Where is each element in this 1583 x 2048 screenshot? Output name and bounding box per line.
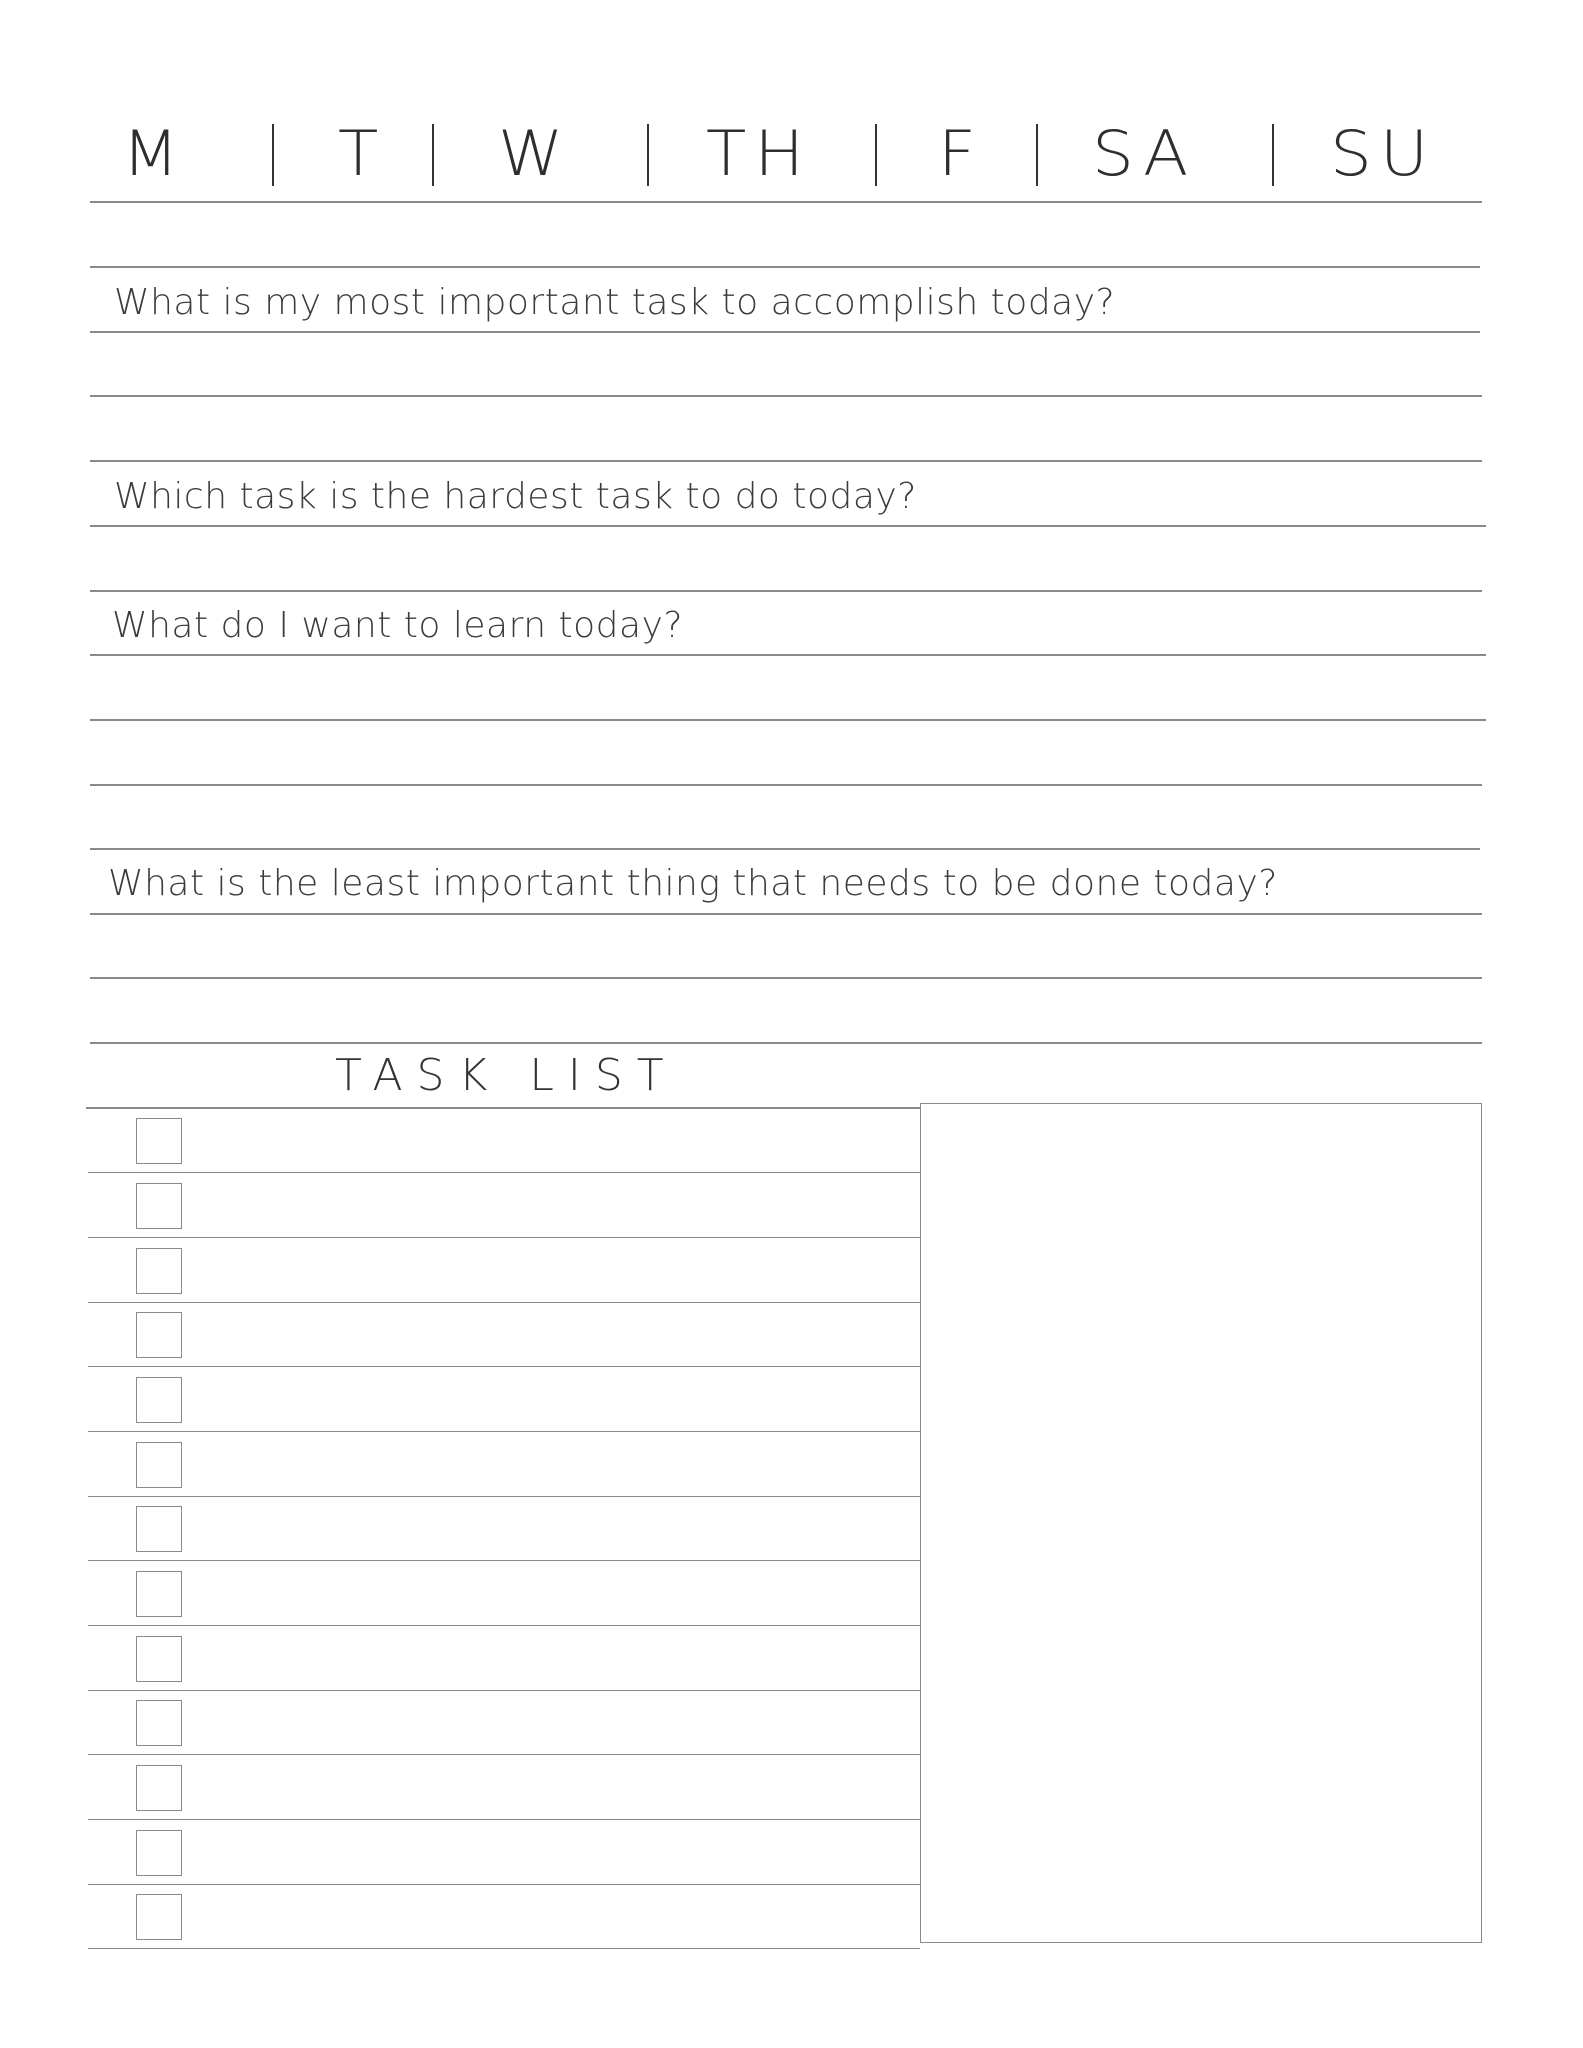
- checkbox[interactable]: [136, 1312, 182, 1358]
- day-saturday[interactable]: SA: [1092, 116, 1197, 191]
- writing-line[interactable]: [90, 784, 1482, 786]
- header-rule: [90, 201, 1482, 203]
- writing-line[interactable]: [90, 719, 1486, 721]
- day-wednesday[interactable]: W: [498, 116, 572, 191]
- checkbox[interactable]: [136, 1118, 182, 1164]
- checkbox[interactable]: [136, 1442, 182, 1488]
- checkbox[interactable]: [136, 1830, 182, 1876]
- writing-line[interactable]: [90, 331, 1480, 333]
- task-row[interactable]: [88, 1690, 920, 1755]
- day-separator: [647, 124, 649, 186]
- question-most-important-task: What is my most important task to accomplish today?: [114, 282, 1116, 323]
- task-row[interactable]: [88, 1367, 920, 1432]
- task-row[interactable]: [88, 1820, 920, 1885]
- day-separator: [272, 124, 274, 186]
- writing-line: [90, 525, 1486, 527]
- writing-line: [90, 913, 1482, 915]
- day-thursday[interactable]: TH: [706, 116, 812, 191]
- task-row[interactable]: [88, 1108, 920, 1173]
- question-hardest-task: Which task is the hardest task to do today?: [114, 476, 917, 517]
- day-separator: [1036, 124, 1038, 186]
- checkbox[interactable]: [136, 1894, 182, 1940]
- day-separator: [1272, 124, 1274, 186]
- writing-line[interactable]: [90, 460, 1482, 462]
- day-monday[interactable]: M: [122, 116, 187, 191]
- task-row[interactable]: [88, 1302, 920, 1367]
- checkbox[interactable]: [136, 1765, 182, 1811]
- task-row[interactable]: [88, 1496, 920, 1561]
- question-learn-today: What do I want to learn today?: [112, 605, 683, 646]
- checkbox[interactable]: [136, 1377, 182, 1423]
- task-row[interactable]: [88, 1884, 920, 1949]
- task-row[interactable]: [88, 1432, 920, 1497]
- checkbox[interactable]: [136, 1506, 182, 1552]
- task-row[interactable]: [88, 1561, 920, 1626]
- checkbox[interactable]: [136, 1636, 182, 1682]
- writing-line[interactable]: [90, 977, 1482, 979]
- task-row[interactable]: [88, 1755, 920, 1820]
- writing-line[interactable]: [90, 590, 1482, 592]
- day-friday[interactable]: F: [938, 116, 984, 191]
- writing-line[interactable]: [90, 395, 1482, 397]
- task-row[interactable]: [88, 1238, 920, 1303]
- writing-line[interactable]: [90, 848, 1480, 850]
- day-separator: [875, 124, 877, 186]
- question-least-important: What is the least important thing that needs to be done today?: [108, 863, 1278, 904]
- task-list-title: TASK LIST: [335, 1050, 678, 1101]
- task-row[interactable]: [88, 1626, 920, 1691]
- checkbox[interactable]: [136, 1571, 182, 1617]
- day-tuesday[interactable]: T: [338, 116, 387, 191]
- writing-line: [90, 1042, 1482, 1044]
- day-separator: [432, 124, 434, 186]
- writing-line: [90, 266, 1480, 268]
- task-row[interactable]: [88, 1173, 920, 1238]
- checkbox[interactable]: [136, 1700, 182, 1746]
- day-sunday[interactable]: SU: [1330, 116, 1437, 191]
- writing-line: [90, 654, 1486, 656]
- checkbox[interactable]: [136, 1183, 182, 1229]
- checkbox[interactable]: [136, 1248, 182, 1294]
- day-selector: [88, 112, 1468, 196]
- notes-box[interactable]: [920, 1103, 1482, 1943]
